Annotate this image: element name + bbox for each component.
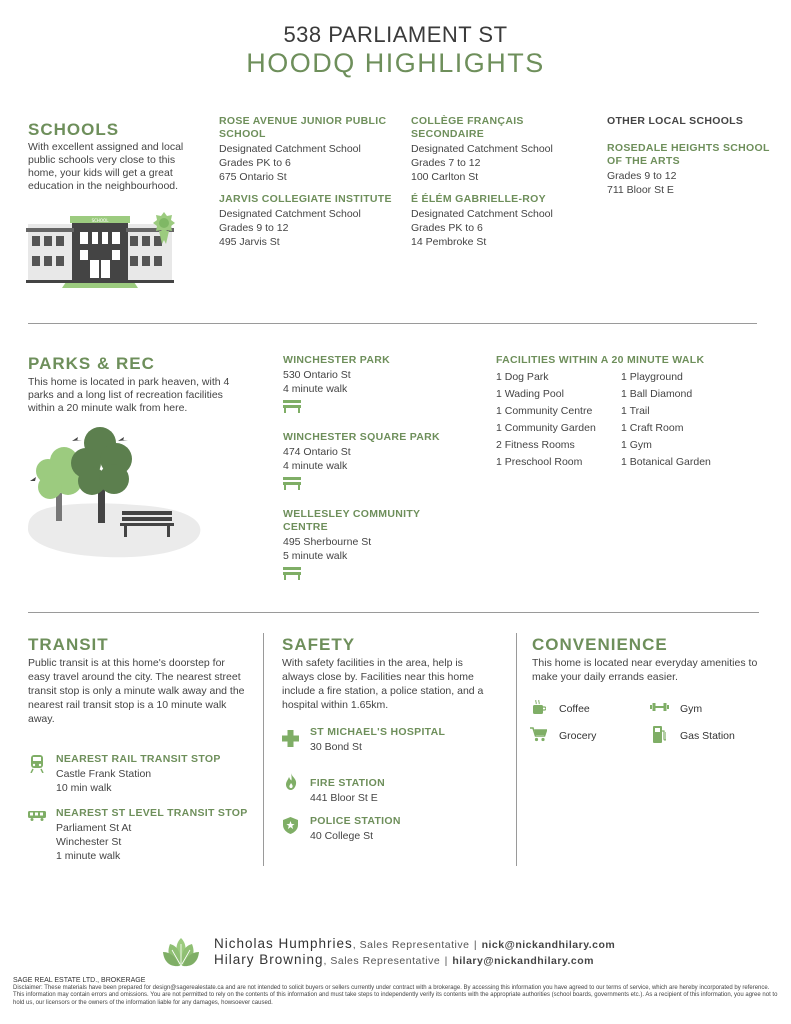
school-address: 711 Bloor St E (607, 184, 674, 196)
facility-item: 1 Preschool Room (496, 456, 583, 468)
school-address: 14 Pembroke St (411, 236, 487, 248)
school-name: É ÉLÉM GABRIELLE-ROY (411, 193, 546, 205)
amenity-label: Gym (680, 703, 703, 715)
facilities-column-2 (621, 369, 761, 471)
safety-facility-address: 441 Bloor St E (310, 792, 378, 804)
school-address: 495 Jarvis St (219, 236, 280, 248)
street-stop-heading: NEAREST ST LEVEL TRANSIT STOP (56, 807, 248, 819)
park-walk-time: 5 minute walk (283, 550, 348, 562)
amenity-gym (650, 700, 760, 718)
street-stop-line-1: Parliament St At (56, 822, 132, 834)
gas-pump-icon (653, 726, 666, 743)
parks-title: PARKS & REC (28, 354, 155, 373)
school-name: JARVIS COLLEGIATE INSTITUTE (219, 193, 392, 205)
transit-title: TRANSIT (28, 635, 109, 654)
park-address: 474 Ontario St (283, 446, 351, 458)
school-type: Designated Catchment School (411, 208, 553, 220)
amenity-grocery (530, 727, 642, 745)
schools-description: With excellent assigned and local public schools very close to this home, your kids will get a great education in the neighbourhood. (28, 141, 184, 192)
agent-name: Nicholas Humphries (214, 936, 353, 951)
school-name: COLLÈGE FRANÇAIS SECONDAIRE (411, 115, 524, 140)
flame-icon (285, 773, 297, 790)
school-grades: Grades 7 to 12 (411, 157, 481, 169)
street-walk-time: 1 minute walk (56, 850, 121, 862)
brokerage-name: SAGE REAL ESTATE LTD., BROKERAGE (13, 977, 146, 984)
school-grades: Grades 9 to 12 (607, 170, 677, 182)
police-badge-icon (283, 817, 298, 834)
facility-item: 1 Gym (621, 439, 652, 451)
facility-item: 1 Playground (621, 371, 683, 383)
street-stop-line-2: Winchester St (56, 836, 122, 848)
safety-facility-address: 30 Bond St (310, 741, 362, 753)
streetcar-icon (28, 810, 46, 821)
property-address: 538 PARLIAMENT ST (283, 22, 508, 47)
rail-walk-time: 10 min walk (56, 782, 112, 794)
transit-description: Public transit is at this home's doorstep for easy travel around the city. The nearest street transit stop is only a minute walk away and the nearest rail transit stop is a 10 minute walk away. (28, 657, 245, 725)
park-name: WINCHESTER SQUARE PARK (283, 431, 440, 443)
shopping-cart-icon (530, 727, 547, 742)
school-type: Designated Catchment School (219, 143, 361, 155)
bench-icon (283, 477, 301, 490)
brand-logo (162, 936, 200, 968)
facility-item: 1 Community Centre (496, 405, 593, 417)
facility-item: 1 Ball Diamond (621, 388, 693, 400)
convenience-title: CONVENIENCE (532, 635, 668, 654)
park-name: WELLESLEY COMMUNITY CENTRE (283, 508, 421, 533)
disclaimer: Disclaimer: These materials have been prepared for design@sagerealestate.ca and are not intended to solicit buyers or sellers currently under contract with a brokerage. By accessing this information you have agreed to our terms of service, which are hereby incorporated by reference. This information may contain errors and omissions. You are not permitted to rely on the contents of this information and must take steps to independently verify its contents with the appropriate authorities (school boards, governments etc.). As a recipient of this information, you agree not to hold us, our licensors or the owners of the information liable for any damages, howsoever caused. (13, 985, 778, 1006)
park-item (283, 354, 473, 413)
facility-item: 1 Botanical Garden (621, 456, 711, 468)
park-walk-time: 4 minute walk (283, 460, 348, 472)
park-walk-time: 4 minute walk (283, 383, 348, 395)
page-title: HOODQ HIGHLIGHTS (246, 48, 545, 78)
facility-item: 1 Craft Room (621, 422, 684, 434)
agent-role: , Sales Representative (323, 955, 441, 967)
school-type: Designated Catchment School (411, 143, 553, 155)
facility-item: 1 Trail (621, 405, 650, 417)
school-address: 675 Ontario St (219, 171, 287, 183)
park-address: 530 Ontario St (283, 369, 351, 381)
safety-description: With safety facilities in the area, help is always close by. Facilities near this home include a fire station, a police station, and a hospital within 1.65km. (282, 657, 484, 711)
school-name: ROSE AVENUE JUNIOR PUBLIC SCHOOL (219, 115, 387, 140)
park-illustration (26, 425, 206, 561)
contact-separator: | (444, 955, 448, 967)
agent-role: , Sales Representative (352, 939, 470, 951)
convenience-description: This home is located near everyday amenities to make your daily errands easier. (532, 657, 758, 683)
contact-separator: | (473, 939, 478, 951)
dumbbell-icon (650, 702, 669, 712)
safety-facility-address: 40 College St (310, 830, 374, 842)
amenity-coffee (532, 700, 642, 718)
facility-item: 1 Community Garden (496, 422, 596, 434)
parks-description: This home is located in park heaven, with 4 parks and a long list of recreation facilities within a 20 minute walk from here. (28, 376, 230, 414)
agent-contact-2 (214, 951, 594, 969)
agent-email-link[interactable]: nick@nickandhilary.com (481, 939, 616, 951)
agent-email-link[interactable]: hilary@nickandhilary.com (452, 955, 595, 967)
bench-icon (283, 400, 301, 413)
park-address: 495 Sherbourne St (283, 536, 372, 548)
rail-station-name: Castle Frank Station (56, 768, 152, 780)
school-building-icon (26, 212, 184, 288)
facilities-heading: FACILITIES WITHIN A 20 MINUTE WALK (496, 354, 705, 366)
agent-name: Hilary Browning (214, 952, 324, 967)
school-column-2 (411, 115, 597, 249)
park-item (283, 508, 433, 580)
school-address: 100 Carlton St (411, 171, 479, 183)
safety-facility-name: POLICE STATION (310, 815, 401, 827)
amenity-gas-station (650, 726, 760, 744)
divider (28, 323, 757, 324)
school-grades: Grades PK to 6 (219, 157, 291, 169)
other-schools-heading: OTHER LOCAL SCHOOLS (607, 115, 744, 127)
park-trees-icon (26, 425, 206, 561)
schools-title: SCHOOLS (28, 120, 120, 139)
other-schools-column (607, 115, 785, 197)
hospital-cross-icon (282, 730, 299, 747)
leaf-logo-icon (162, 936, 200, 968)
facilities-column-1 (496, 369, 616, 471)
divider (28, 612, 759, 613)
school-column-1 (219, 115, 395, 249)
amenity-label: Gas Station (680, 730, 735, 742)
rail-stop-heading: NEAREST RAIL TRANSIT STOP (56, 753, 221, 765)
school-name: ROSEDALE HEIGHTS SCHOOL OF THE ARTS (607, 142, 770, 167)
parks-list (283, 354, 473, 580)
school-grades: Grades 9 to 12 (219, 222, 289, 234)
amenity-label: Grocery (559, 730, 597, 742)
school-grades: Grades PK to 6 (411, 222, 483, 234)
facility-item: 2 Fitness Rooms (496, 439, 575, 451)
school-sign-text: SCHOOL (91, 218, 109, 223)
safety-facility-name: FIRE STATION (310, 777, 385, 789)
facility-item: 1 Dog Park (496, 371, 549, 383)
amenity-label: Coffee (559, 703, 590, 715)
safety-facility-name: ST MICHAEL'S HOSPITAL (310, 726, 446, 738)
school-illustration (26, 212, 184, 288)
park-name: WINCHESTER PARK (283, 354, 390, 366)
safety-title: SAFETY (282, 635, 356, 654)
train-icon (30, 755, 44, 773)
coffee-cup-icon (532, 700, 546, 715)
facility-item: 1 Wading Pool (496, 388, 564, 400)
column-divider (516, 633, 517, 866)
park-item (283, 431, 473, 490)
bench-icon (283, 567, 301, 580)
school-type: Designated Catchment School (219, 208, 361, 220)
